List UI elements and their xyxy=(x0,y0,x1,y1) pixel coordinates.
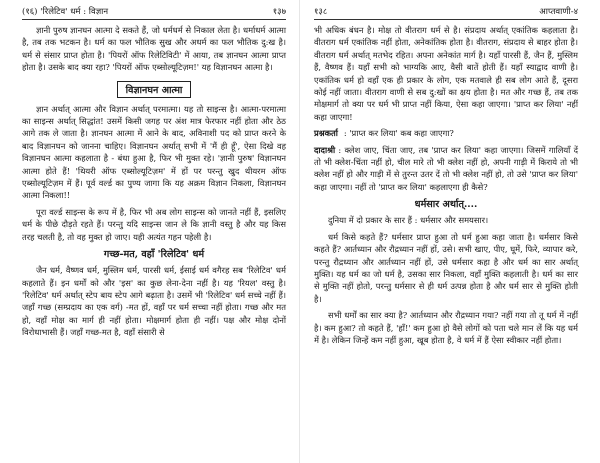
paragraph: धर्म किसे कहते हैं? धर्मसार प्राप्त हुआ तो धर्म हुआ कहा जाता है। धर्मसार किसे कहते हैं? आर्तध्यान और रौद्रध्यान नहीं हों, उसे। सभी खाए, पीए, घूमें, फिरे, व्यापार करे, परन्तु रौद्रध्यान और आर्तध्यान नहीं हों, उसे धर्मसार कहा है और धर्म का सार अर्थात् मुक्ति। यह धर्म का जो धर्म है, उसका सार निकला, वहाँ मुक्ति कहलाती है। धर्म का सार से मुक्ति नहीं होतो, परन्तु धर्मसार से ही धर्म उत्पन्न होता है और धर्म सार से मुक्ति होती है। xyxy=(314,231,578,304)
paragraph: सभी धर्मों का सार क्या है? आर्तध्यान और रौद्रध्यान गया? नहीं गया तो तू धर्म में नहीं है। कम हुआ? तो कहते हैं, 'हाँ!' कम हुआ हो वैसे लोगों को पता चले मान लें कि यह धर्म में है। लेकिन जिन्हें कम नहीं हुआ, खूब होता है, वे धर्म में हैं ऐसा स्वीकार नहीं होता। xyxy=(314,310,578,345)
right-page xyxy=(300,0,600,463)
page-number: १३७ xyxy=(272,7,286,17)
left-page-header xyxy=(22,6,286,20)
paragraph: ज्ञानी पुरुष ज्ञानघन आत्मा दे सकते हैं, जो धर्मधर्म से निकाल लेता है। धर्माधर्म आत्मा है, तब तक भटकन है। धर्म का फल भौतिक सुख और अधर्म का फल भौतिक दु:ख है। धर्म से संसार प्राप्त होता है। 'पियरों ऑफ रिलेटिविटी' में आया, तब ज्ञानघन आत्मा प्राप्त होता है। उसके बाद क्या रहा? 'पियरों ऑफ एब्सोल्यूटिज़म!' यह विज्ञानघन आत्मा है। xyxy=(22,25,286,73)
right-page-header xyxy=(314,6,578,20)
paragraph: जैन धर्म, वैष्णव धर्म, मुस्लिम धर्म, पारसी धर्म, ईसाई धर्म वगैरह सब 'रिलेटिव' धर्म कहलाते हैं। इन धर्मों को और 'इस' का कुछ लेना-देना नहीं है। यह 'रियल' वस्तु है। 'रिलेटिव' धर्म अर्थात् स्टेप बाय स्टेप आगे बढ़ाता है। उसमें भी 'रिलेटिव' धर्म सच्चे नहीं हैं। जहाँ गच्छ (सम्प्रदाय का एक वर्ग) -मत हों, वहाँ पर धर्म सच्चा नहीं होता। गच्छ और मत हो, वहाँ मोक्ष का मार्ग ही नहीं होता। मोक्षमार्ग होता ही नहीं। पक्ष और मोक्ष दोनों विरोधाभासी हैं। जहाँ गच्छ-मत है, वहाँ संसारी से xyxy=(22,265,286,338)
section-heading-box xyxy=(22,78,286,98)
book-title: आप्तवाणी-४ xyxy=(539,7,578,17)
question-text: : 'प्राप्त कर लिया' कब कहा जाएगा? xyxy=(343,128,454,139)
paragraph: पूरा वर्ल्ड साइन्स के रूप में है, फिर भी अब लोग साइन्स को जानते नहीं हैं, इसलिए धर्म के पीछे दौड़ते रहते हैं। परन्तु यदि साइन्स जान ले कि ज्ञानी वस्तु है और यह किस तरह चलती है, तो वह मुक्त हो जाए। यही अत्यंत गहन पहेली है। xyxy=(22,206,286,242)
section-heading: विज्ञानघन आत्मा xyxy=(117,81,192,98)
running-title: (१६) 'रिलेटिव' धर्म : विज्ञान xyxy=(22,7,109,17)
section-heading: गच्छ-मत, वहाँ 'रिलेटिव' धर्म xyxy=(103,249,205,261)
page-number: १३८ xyxy=(314,7,328,17)
paragraph: भी अधिक बंधन है। मोक्ष तो वीतराग धर्म से है। संप्रदाय अर्थात् एकांतिक कहलाता है। वीतराग धर्म एकांतिक नहीं होता, अनेकांतिक होता है। वीतराग, संप्रदाय से बाहर होता है। वीतराग धर्म अर्थात् मतभेद रहित। अपना अनेकांत मार्ग है। यहाँ पारसी हैं, जैन हैं, मुस्लिम हैं, वैष्णव हैं। यहाँ सभी को भाग्यकि आए, वैसी बातें होती हैं। यहाँ स्याद्वाद वाणी है। एकांतिक धर्म हो वहाँ एक ही प्रकार के लोग, एक मतवाले ही सब लोग आते हैं, दूसरा कोई नहीं जाता। वीतराग वाणी से सब दु:खों का क्षय होता है। मत और गच्छ हैं, तब तक मोक्षमार्ग तो क्या पर धर्म भी प्राप्त नहीं किया, ऐसा कहा जाएगा। 'प्राप्त कर लिया' नहीं कहा जाएगा! xyxy=(314,25,578,122)
section-heading: धर्मसार अर्थात्.... xyxy=(414,199,478,211)
answer-text: : क्लेश जाए, चिंता जाए, तब 'प्राप्त कर लिया' कहा जाएगा। जिसमें गालियाँ दें तो भी क्लेश-चिंता नहीं हो, चील मारे तो भी क्लेश नहीं हो, अपनी गाड़ी में किराये तो भी क्लेश नहीं हो और गाड़ी में से तुरन्त उतर दें तो भी क्लेश नहीं हो, तो उसे 'प्राप्त कर लिया' कहा जाएगा। नहीं तो 'प्राप्त कर लिया' कहलाएगा ही कैसे? xyxy=(314,144,578,192)
paragraph: ज्ञान अर्थात् आत्मा और विज्ञान अर्थात् परमात्मा। यह तो साइन्स है। आत्मा-परमात्मा का साइन्स अर्थात् सिद्धांत! उसमें किसी जगह पर अंश मात्र फेरफार नहीं होता और ठेठ आगे तक ले जाता है। ज्ञानघन आत्मा में आने के बाद, अविनाशी पद को प्राप्त करने के बाद विज्ञानघन को जानना चाहिए। विज्ञानघन अर्थात् सभी में 'मैं ही हूँ', ऐसा दिखे वह विज्ञानघन आत्मा कहलाता है - बंधा हुआ है, फिर भी मुक्त रहे। 'ज्ञानी पुरुष' विज्ञानघन आत्मा होते हैं! 'थियरी ऑफ एब्सोल्यूटिज़म' में हों पर परन्तु खुद थीयरम ऑफ एब्सोल्यूटिज़म में हैं। पूर्व वर्ल्ड का पुण्य जागा कि यह अक्रम विज्ञान निकला, विज्ञानघन आत्मा निकला!! xyxy=(22,103,286,201)
question xyxy=(314,127,578,139)
speaker-label: प्रश्नकर्ता xyxy=(314,128,338,139)
paragraph: दुनिया में दो प्रकार के सार हैं : धर्मसार और समयसार। xyxy=(328,215,489,226)
answer xyxy=(314,144,578,194)
speaker-label: दादाश्री xyxy=(314,144,336,155)
